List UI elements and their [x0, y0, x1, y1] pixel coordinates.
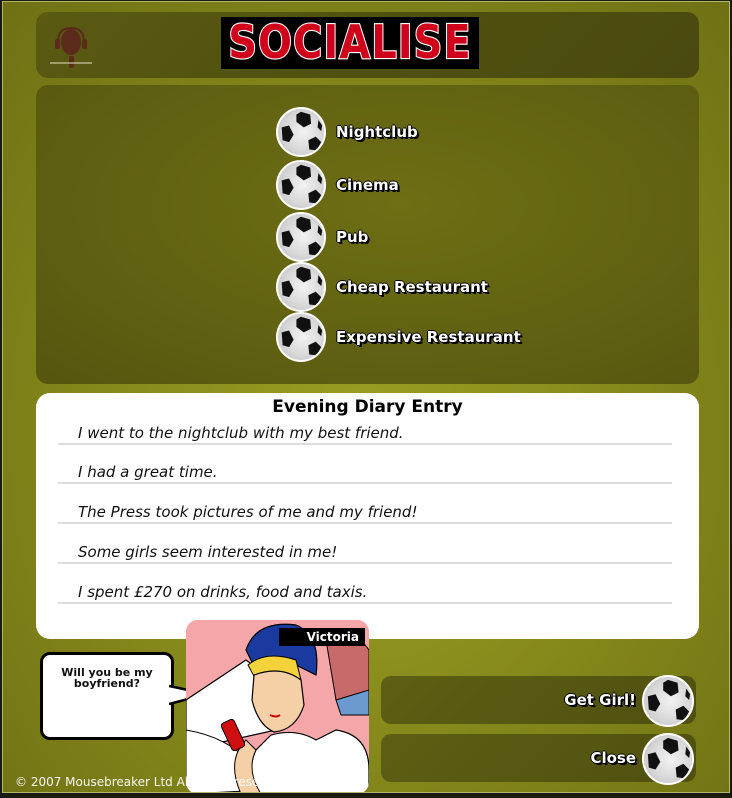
menu-item-pub[interactable] [276, 212, 368, 262]
soccer-ball-icon [276, 312, 326, 362]
menu-item-label: Expensive Restaurant [336, 328, 521, 346]
diary-entry-text: I went to the nightclub with my best friend. [78, 424, 404, 442]
girl-portrait [186, 620, 369, 793]
speech-text: Will you be my boyfriend? [61, 666, 153, 690]
menu-item-cinema[interactable] [276, 160, 399, 210]
menu-item-label: Pub [336, 228, 369, 246]
close-label: Close [590, 749, 636, 767]
diary-entry [58, 524, 672, 564]
menu-item-nightclub[interactable] [276, 107, 418, 157]
close-button[interactable] [381, 734, 696, 782]
soccer-ball-icon [642, 733, 694, 785]
diary-entry [58, 484, 672, 524]
diary-entry-text: Some girls seem interested in me! [78, 543, 338, 561]
page-title: SOCIALISE [228, 16, 472, 70]
menu-item-label: Nightclub [336, 123, 418, 141]
socialise-logo [221, 17, 479, 69]
diary-entry-text: I spent £270 on drinks, food and taxis. [78, 583, 368, 601]
get-girl-button[interactable] [381, 676, 696, 724]
menu-item-label: Cheap Restaurant [336, 278, 488, 296]
menu-item-expensive-restaurant[interactable] [276, 312, 521, 362]
header-panel [36, 12, 699, 78]
user-headset-icon[interactable] [50, 24, 92, 68]
menu-item-cheap-restaurant[interactable] [276, 262, 488, 312]
soccer-ball-icon [276, 160, 326, 210]
soccer-ball-icon [642, 675, 694, 727]
diary-title: Evening Diary Entry [272, 397, 463, 417]
diary-entry [58, 444, 672, 484]
game-stage [2, 1, 730, 793]
speech-bubble [40, 652, 174, 740]
soccer-ball-icon [276, 262, 326, 312]
diary-entry [58, 405, 672, 445]
evening-diary-panel [36, 393, 699, 639]
soccer-ball-icon [276, 107, 326, 157]
girl-name-tag: Victoria [279, 628, 365, 646]
soccer-ball-icon [276, 212, 326, 262]
venue-menu-panel [36, 85, 699, 384]
diary-entry-text: I had a great time. [78, 463, 218, 481]
diary-entry [58, 564, 672, 604]
copyright-notice: © 2007 Mousebreaker Ltd All rights reserved [15, 775, 287, 789]
get-girl-label: Get Girl! [564, 691, 636, 709]
diary-entry-text: The Press took pictures of me and my friend! [78, 503, 418, 521]
menu-item-label: Cinema [336, 176, 399, 194]
